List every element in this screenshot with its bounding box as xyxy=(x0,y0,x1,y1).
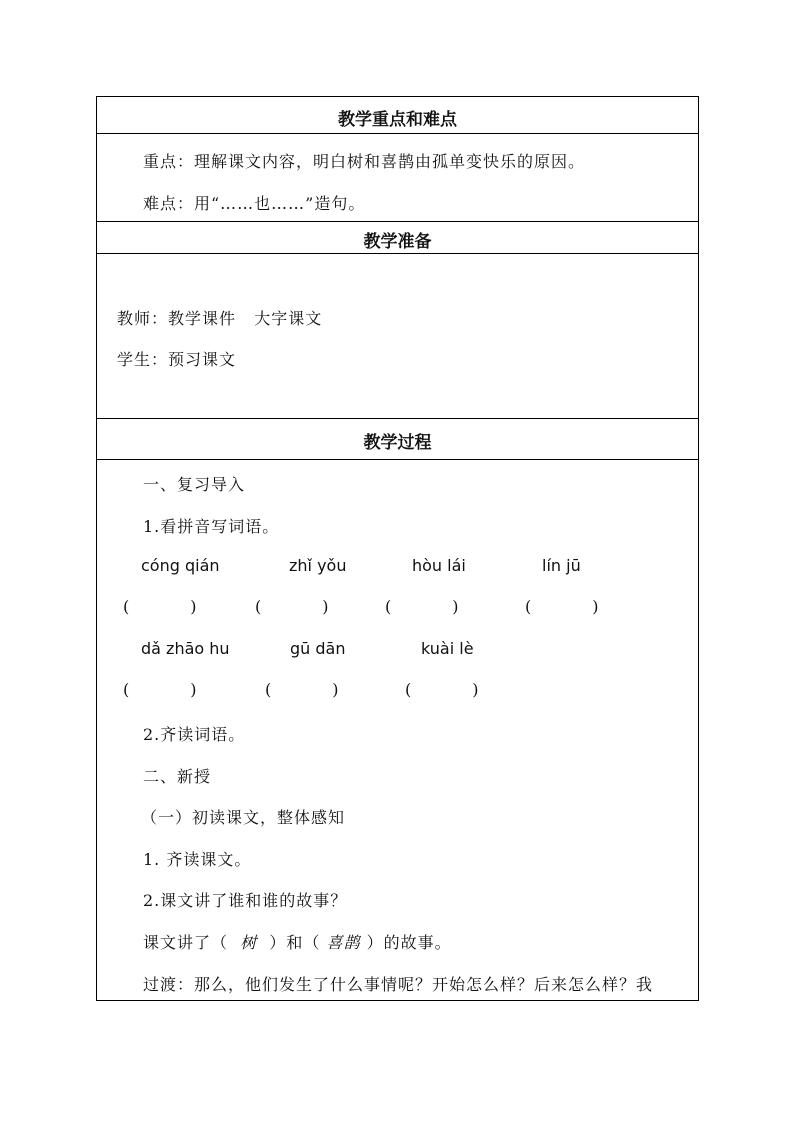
key-points-header: 教学重点和难点 xyxy=(338,110,457,130)
divider xyxy=(97,133,698,134)
answer-line xyxy=(143,930,452,953)
answer-blank: ( ) xyxy=(405,680,479,699)
step2-text: 2.齐读词语。 xyxy=(143,725,246,744)
pinyin-item: kuài lè xyxy=(421,639,474,658)
divider xyxy=(97,253,698,254)
answer-suffix: ）的故事。 xyxy=(366,933,452,952)
answer-blank: ( ) xyxy=(385,597,459,616)
pinyin-item: gū dān xyxy=(290,639,346,658)
pinyin-item: lín jū xyxy=(542,556,581,575)
read-step: 1. 齐读课文。 xyxy=(143,850,252,869)
answer-blank: ( ) xyxy=(123,597,197,616)
pinyin-item: dǎ zhāo hu xyxy=(141,639,230,658)
difficulty-text: 难点：用“……也……”造句。 xyxy=(143,194,366,213)
student-prep: 学生：预习课文 xyxy=(117,350,237,369)
section1-title: 一、复习导入 xyxy=(143,475,246,494)
step1-text: 1.看拼音写词语。 xyxy=(143,517,280,536)
transition-text: 过渡：那么，他们发生了什么事情呢？开始怎么样？后来怎么样？我 xyxy=(143,975,654,994)
preparation-header: 教学准备 xyxy=(363,232,432,252)
answer-prefix: 课文讲了（ xyxy=(143,933,229,952)
pinyin-item: hòu lái xyxy=(412,556,466,575)
process-header: 教学过程 xyxy=(363,433,432,453)
answer-tree: 树 xyxy=(240,933,258,952)
answer-mid: ）和（ xyxy=(269,933,321,952)
subsection1-title: （一）初读课文，整体感知 xyxy=(141,808,346,827)
answer-blank: ( ) xyxy=(525,597,599,616)
divider xyxy=(97,459,698,460)
divider xyxy=(97,418,698,419)
answer-blank: ( ) xyxy=(255,597,329,616)
divider xyxy=(97,221,698,222)
lesson-plan-table xyxy=(96,96,699,1001)
question-text: 2.课文讲了谁和谁的故事？ xyxy=(143,891,348,910)
answer-blank: ( ) xyxy=(123,680,197,699)
answer-blank: ( ) xyxy=(265,680,339,699)
pinyin-item: cóng qián xyxy=(141,556,220,575)
answer-magpie: 喜鹊 xyxy=(326,933,361,952)
teacher-prep: 教师：教学课件 大字课文 xyxy=(117,309,323,328)
focus-text: 重点：理解课文内容，明白树和喜鹊由孤单变快乐的原因。 xyxy=(143,152,586,171)
section2-title: 二、新授 xyxy=(143,767,212,786)
pinyin-item: zhǐ yǒu xyxy=(289,556,347,575)
